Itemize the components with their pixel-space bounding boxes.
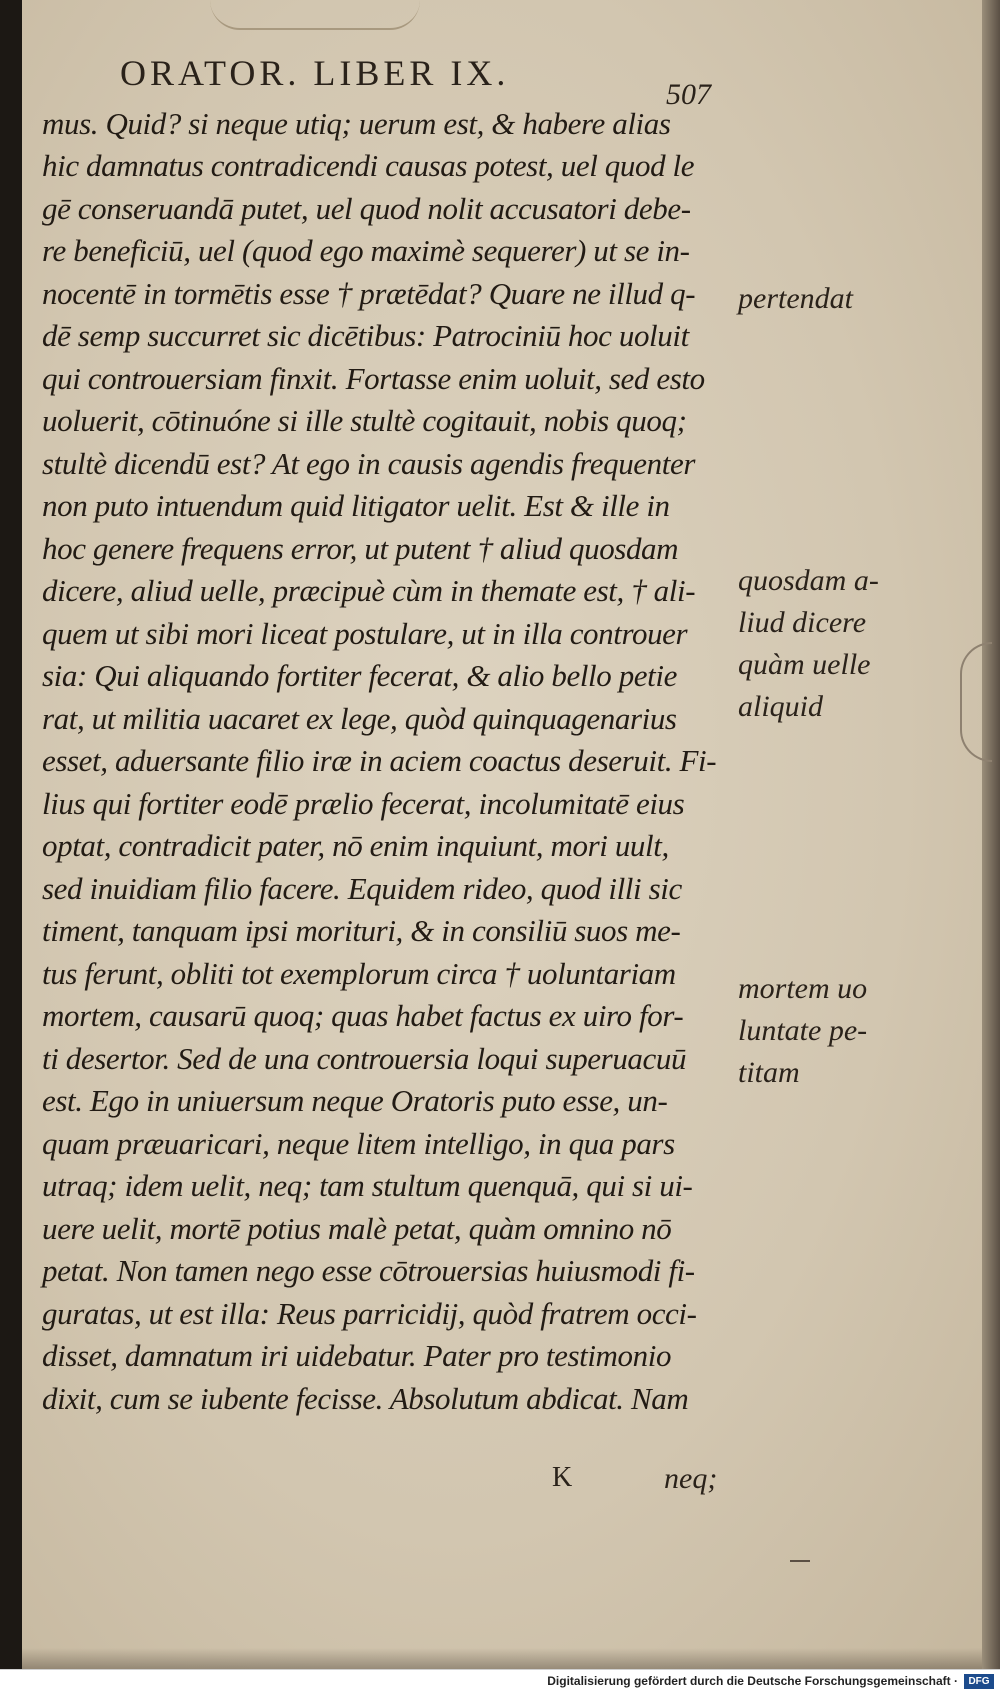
footer-credit: Digitalisierung gefördert durch die Deutsche Forschungsgemeinschaft · [547,1674,958,1688]
clasp-mark [960,642,992,762]
page-bottom-shadow [22,1648,982,1670]
text-line: re beneficiū, uel (quod ego maximè sequerer) ut se in- [42,233,690,268]
catchword: neq; [664,1462,718,1495]
text-line: uoluerit, cōtinuóne si ille stultè cogitauit, nobis quoq; [42,403,687,438]
signature-mark: K [552,1462,573,1493]
book-spine-edge [0,0,22,1694]
text-line: hic damnatus contradicendi causas potest, uel quod le [42,148,695,183]
text-line: uere uelit, mortē potius malè petat, quàm omnino nō [42,1211,672,1246]
text-line: est. Ego in uniuersum neque Oratoris puto esse, un- [42,1083,668,1118]
text-line: petat. Non tamen nego esse cōtrouersias huiusmodi fi- [42,1253,695,1288]
text-line: non puto intuendum quid litigator uelit. Est & ille in [42,488,670,523]
text-line: stultè dicendū est? At ego in causis agendis frequenter [42,446,696,481]
text-line: lius qui fortiter eodē prælio fecerat, incolumitatē eius [42,786,685,821]
footer-bar [0,1669,1000,1694]
margin-note: pertendat [738,282,853,315]
text-line: mortem, causarū quoq; quas habet factus ex uiro for- [42,998,684,1033]
text-line: esset, aduersante filio iræ in aciem coactus deseruit. Fi- [42,743,717,778]
margin-note: mortem uo luntate pe- titam [738,972,868,1089]
margin-note: quosdam a- liud dicere quàm uelle aliquid [738,564,879,723]
running-head: ORATOR. LIBER IX. [120,53,510,93]
text-line: nocentē in tormētis esse † prætēdat? Quare ne illud q- [42,276,696,311]
text-line: timent, tanquam ipsi morituri, & in consiliū suos me- [42,913,681,948]
text-line: sed inuidiam filio facere. Equidem rideo, quod illi sic [42,871,682,906]
text-line: dē semp succurret sic dicētibus: Patrociniū hoc uoluit [42,318,689,353]
text-line: guratas, ut est illa: Reus parricidij, quòd fratrem occi- [42,1296,697,1331]
text-line: tus ferunt, obliti tot exemplorum circa † uoluntariam [42,956,676,991]
text-line: mus. Quid? si neque utiq; uerum est, & habere alias [42,106,671,141]
text-line: gē conseruandā putet, uel quod nolit accusatori debe- [42,191,691,226]
text-line: dixit, cum se iubente fecisse. Absolutum abdicat. Nam [42,1381,689,1416]
ink-dash [790,1560,810,1562]
dfg-logo: DFG [964,1674,994,1689]
text-line: quem ut sibi mori liceat postulare, ut in illa controuer [42,616,688,651]
text-line: qui controuersiam finxit. Fortasse enim uoluit, sed esto [42,361,705,396]
text-line: quam præuaricari, neque litem intelligo, in qua pars [42,1126,675,1161]
text-line: rat, ut militia uacaret ex lege, quòd quinquagenarius [42,701,677,736]
text-line: utraq; idem uelit, neq; tam stultum quenquā, qui si ui- [42,1168,693,1203]
text-line: optat, contradicit pater, nō enim inquiunt, mori uult, [42,828,669,863]
text-line: hoc genere frequens error, ut putent † aliud quosdam [42,531,679,566]
page-number: 507 [666,78,711,111]
text-line: sia: Qui aliquando fortiter fecerat, & alio bello petie [42,658,677,693]
text-line: dicere, aliud uelle, præcipuè cùm in themate est, † ali- [42,573,696,608]
text-line: ti desertor. Sed de una controuersia loqui superuacuū [42,1041,687,1076]
page-fore-edge [982,0,1000,1670]
top-ornament [210,0,420,30]
text-line: disset, damnatum iri uidebatur. Pater pro testimonio [42,1338,672,1373]
